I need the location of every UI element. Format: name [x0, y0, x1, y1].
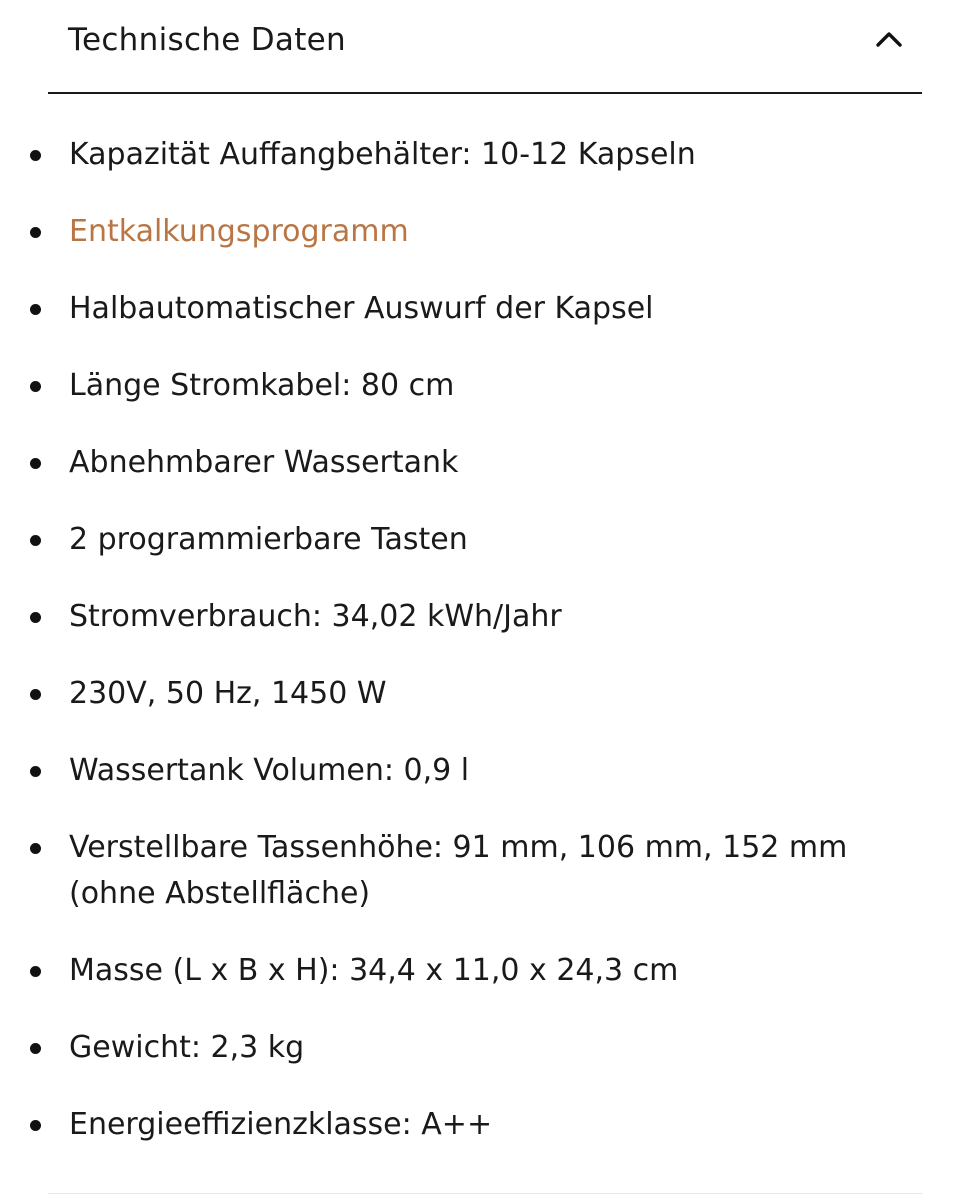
bullet-icon	[30, 227, 41, 238]
bullet-icon	[30, 381, 41, 392]
chevron-up-icon[interactable]	[874, 26, 904, 52]
spec-item	[30, 671, 860, 717]
accordion-header[interactable]	[48, 0, 922, 94]
spec-item	[30, 363, 860, 409]
technical-data-accordion	[48, 0, 922, 94]
spec-item	[30, 948, 860, 994]
spec-item	[30, 132, 860, 178]
bullet-icon	[30, 689, 41, 700]
spec-text: Wassertank Volumen: 0,9 l	[69, 753, 470, 788]
accordion-title: Technische Daten	[68, 22, 347, 58]
spec-text: Halbautomatischer Auswurf der Kapsel	[69, 291, 654, 326]
spec-text: 2 programmierbare Tasten	[69, 522, 468, 557]
spec-text: Energieeffizienzklasse: A++	[69, 1107, 493, 1142]
spec-text: Länge Stromkabel: 80 cm	[69, 368, 455, 403]
spec-item	[30, 594, 860, 640]
spec-text: Masse (L x B x H): 34,4 x 11,0 x 24,3 cm	[69, 953, 679, 988]
spec-link-text[interactable]: Entkalkungsprogramm	[69, 214, 409, 249]
spec-item	[30, 440, 860, 486]
spec-text: Kapazität Auffangbehälter: 10-12 Kapseln	[69, 137, 696, 172]
bullet-icon	[30, 766, 41, 777]
spec-list	[30, 132, 860, 1179]
spec-item-link[interactable]	[30, 209, 860, 255]
spec-item	[30, 286, 860, 332]
spec-item	[30, 1025, 860, 1071]
bullet-icon	[30, 535, 41, 546]
spec-item	[30, 748, 860, 794]
spec-text: Gewicht: 2,3 kg	[69, 1030, 305, 1065]
spec-item	[30, 825, 860, 917]
bullet-icon	[30, 612, 41, 623]
spec-text: Stromverbrauch: 34,02 kWh/Jahr	[69, 599, 562, 634]
bullet-icon	[30, 1043, 41, 1054]
divider	[48, 1193, 922, 1194]
bullet-icon	[30, 966, 41, 977]
spec-item	[30, 1102, 860, 1148]
spec-text: Abnehmbarer Wassertank	[69, 445, 459, 480]
bullet-icon	[30, 150, 41, 161]
bullet-icon	[30, 458, 41, 469]
spec-item	[30, 517, 860, 563]
spec-text: 230V, 50 Hz, 1450 W	[69, 676, 387, 711]
bullet-icon	[30, 304, 41, 315]
bullet-icon	[30, 843, 41, 854]
spec-text: Verstellbare Tassenhöhe: 91 mm, 106 mm, 152 mm (ohne Abstellfläche)	[69, 830, 848, 911]
bullet-icon	[30, 1120, 41, 1131]
